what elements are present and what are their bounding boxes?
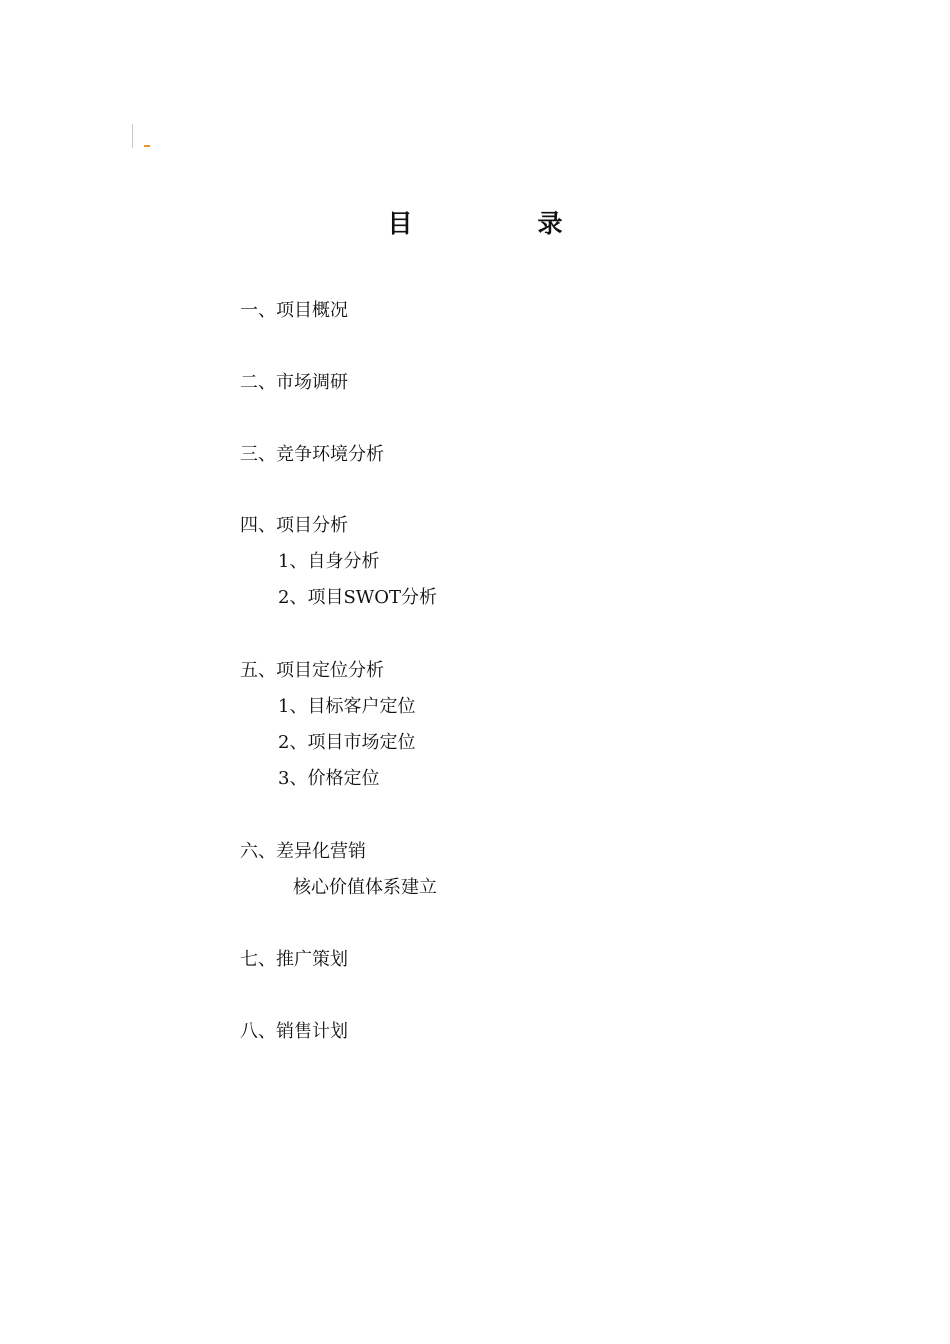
toc-item-market-research: 二、市场调研 xyxy=(240,372,348,393)
page-title: 目 录 xyxy=(387,209,613,238)
toc-item-positioning-analysis: 五、项目定位分析 xyxy=(240,660,384,681)
toc-subitem-price-positioning: 3、价格定位 xyxy=(278,768,380,789)
toc-subitem-market-positioning: 2、项目市场定位 xyxy=(278,732,416,753)
toc-subitem-target-customer: 1、目标客户定位 xyxy=(278,696,416,717)
toc-item-differentiated-marketing: 六、差异化营销 xyxy=(240,841,366,862)
toc-item-project-analysis: 四、项目分析 xyxy=(240,515,348,536)
toc-item-competition-analysis: 三、竞争环境分析 xyxy=(240,444,384,465)
toc-subitem-swot-analysis: 2、项目SWOT分析 xyxy=(278,587,438,608)
toc-item-promotion-planning: 七、推广策划 xyxy=(240,949,348,970)
toc-subitem-core-value-system: 核心价值体系建立 xyxy=(293,877,437,898)
toc-subitem-self-analysis: 1、自身分析 xyxy=(278,551,380,572)
toc-item-project-overview: 一、项目概况 xyxy=(240,300,348,321)
toc-item-sales-plan: 八、销售计划 xyxy=(240,1021,348,1042)
